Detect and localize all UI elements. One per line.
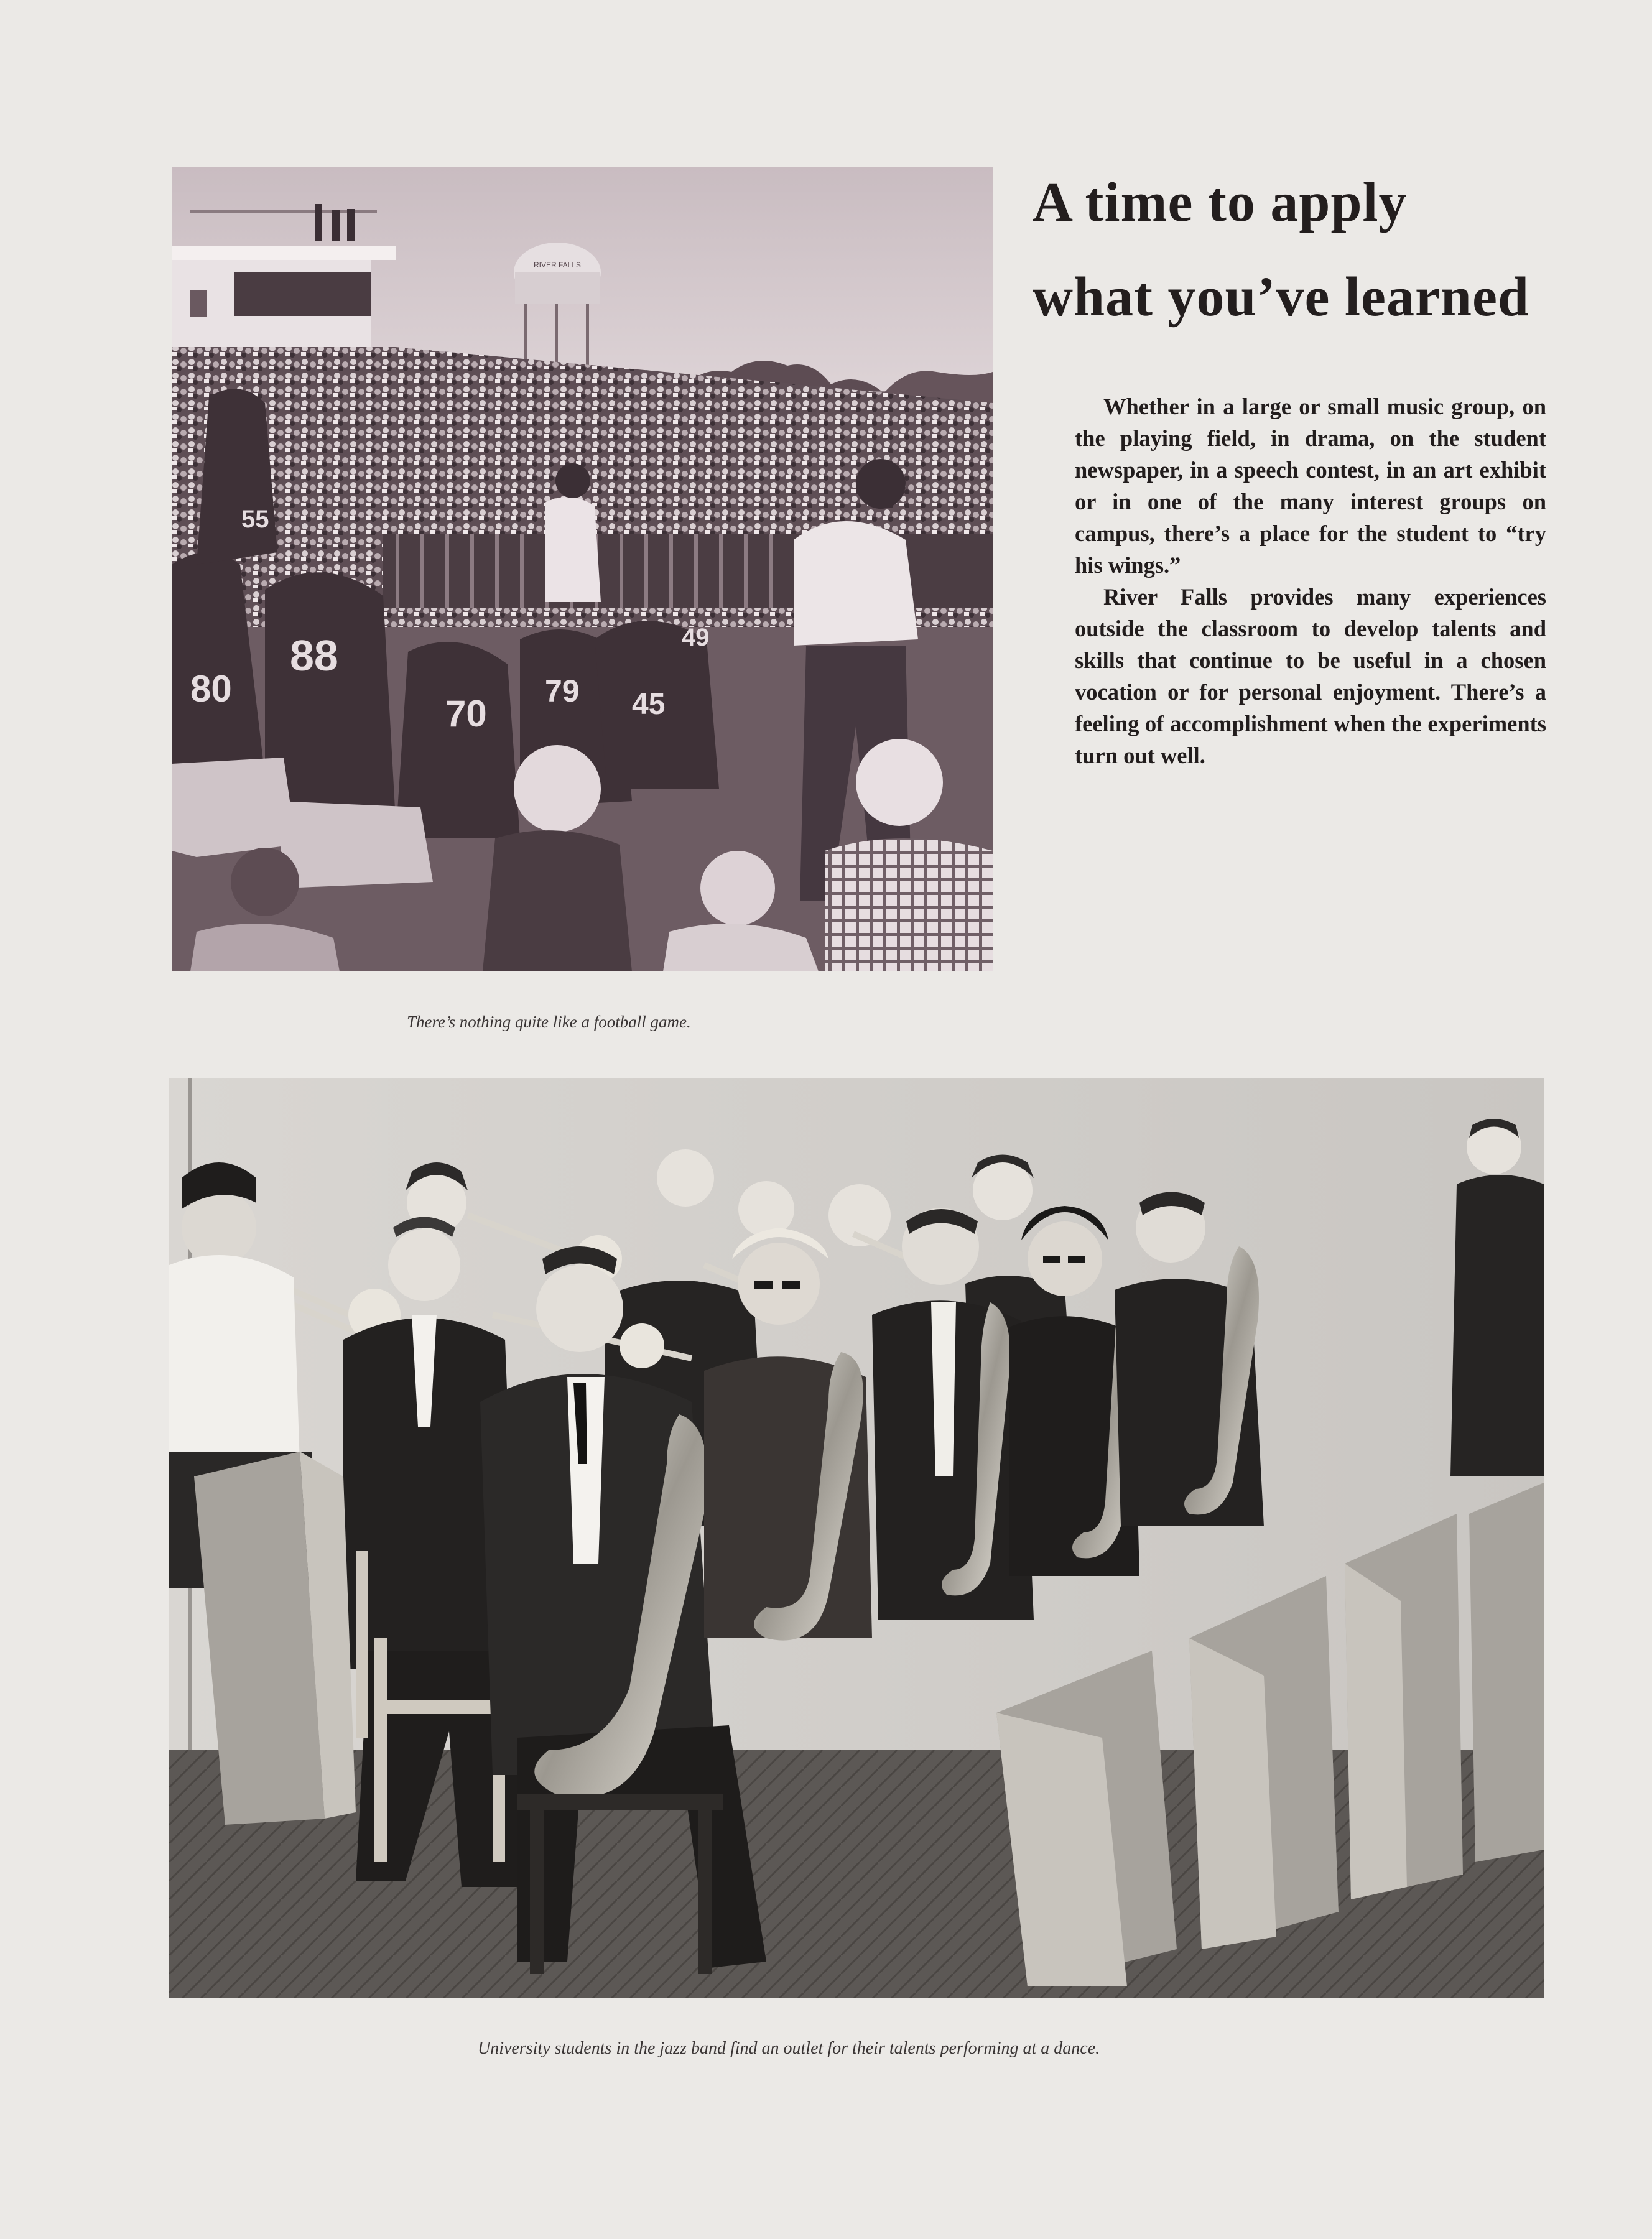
body-copy: [1075, 391, 1546, 771]
jersey-number-70: 70: [445, 693, 487, 735]
water-tower-lettering: RIVER FALLS: [533, 261, 582, 269]
jersey-number-79: 79: [545, 674, 580, 708]
football-photo-caption: There’s nothing quite like a football game.: [407, 1013, 691, 1031]
body-paragraph-2: River Falls provides many experiences outside the classroom to develop talents and skills that continue to be useful in a chosen vocation or for personal enjoyment. There’s a feeling of accomplishment when the experiments turn out well.: [1075, 584, 1546, 768]
football-game-photo: [172, 167, 993, 971]
jersey-number-49: 49: [682, 624, 710, 651]
jersey-number-80: 80: [190, 668, 232, 710]
jazz-band-photo: [169, 1078, 1544, 1998]
headline-line-2: what you’ve learned: [1032, 266, 1529, 328]
headline-line-1: A time to apply: [1032, 172, 1408, 233]
jersey-number-55: 55: [241, 506, 269, 533]
page-headline: [1032, 155, 1580, 345]
jersey-number-88: 88: [290, 631, 338, 680]
jersey-number-45: 45: [632, 688, 666, 721]
body-paragraph-1: Whether in a large or small music group, on the playing field, in drama, on the student newspaper, in a speech contest, in an art exhibit or in one of the many interest groups on campus, there’s a place for the student to “try his wings.”: [1075, 394, 1546, 578]
band-photo-caption: University students in the jazz band find an outlet for their talents performing at a dance.: [478, 2039, 1100, 2058]
